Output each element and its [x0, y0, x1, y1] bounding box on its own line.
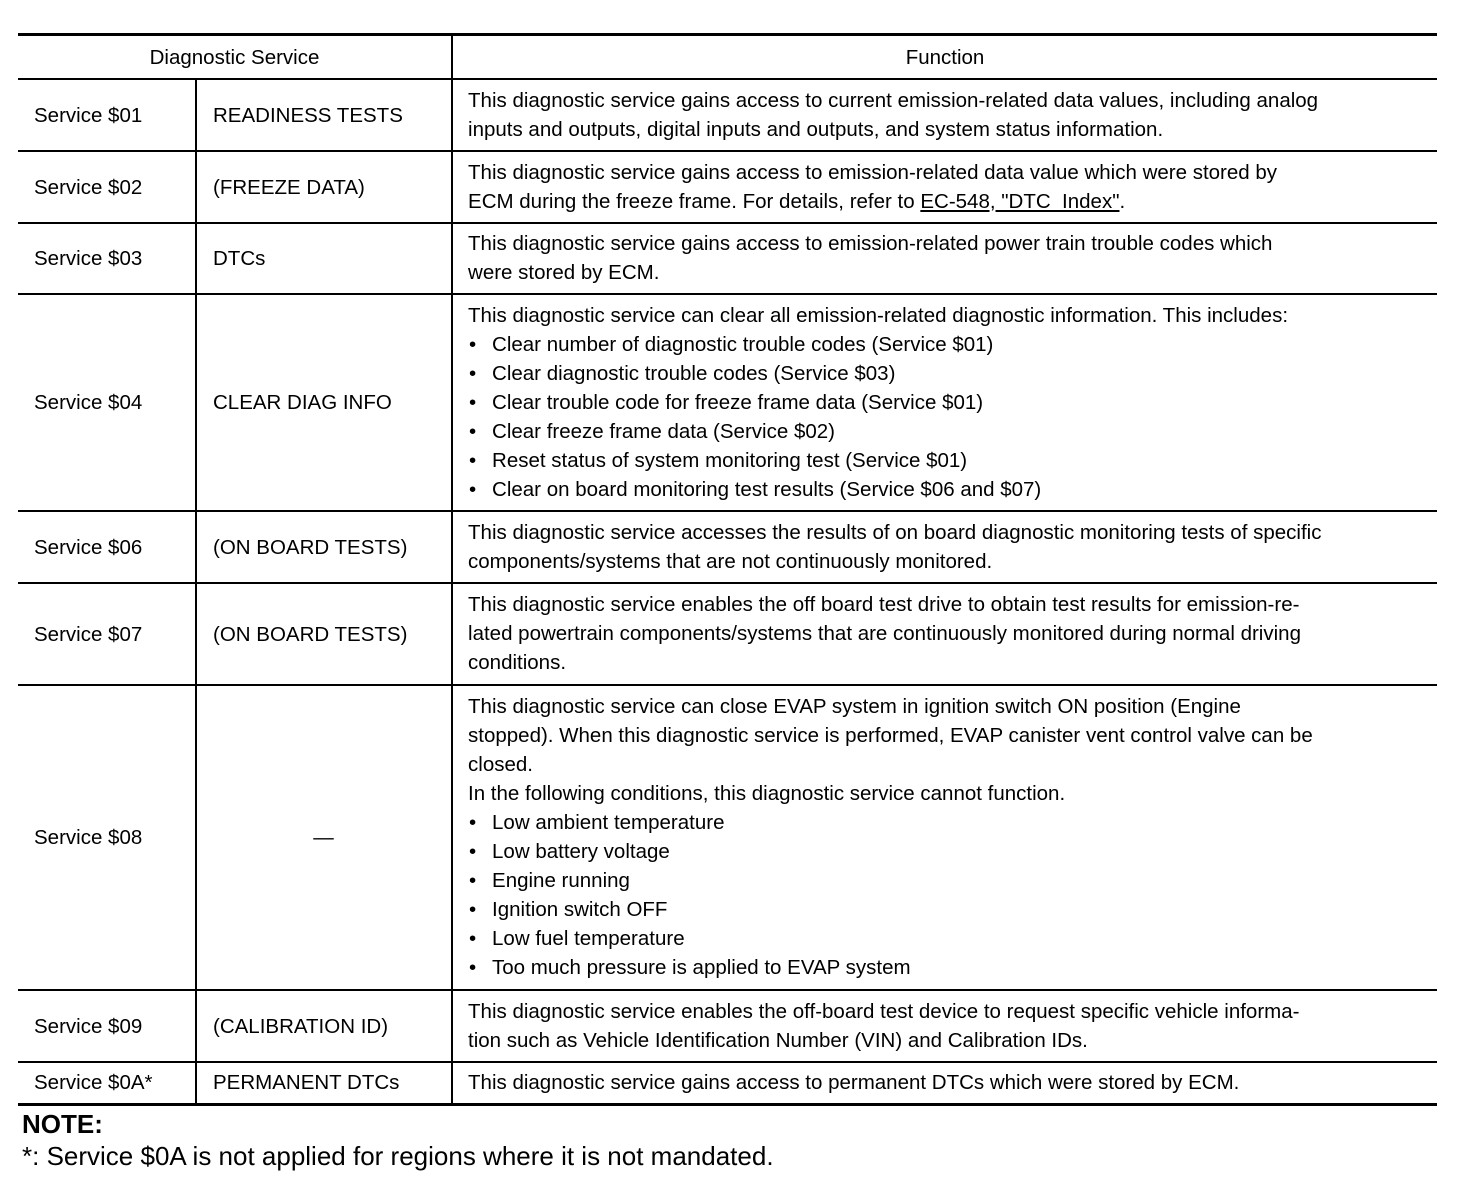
- line-text: inputs and outputs, digital inputs and outputs, and system status information.: [468, 117, 1164, 141]
- line-text: Clear number of diagnostic trouble codes (Service $01): [492, 332, 994, 356]
- line-text: Ignition switch OFF: [492, 898, 668, 921]
- table-row: [18, 1062, 1437, 1104]
- line-text: This diagnostic service accesses the results of on board diagnostic monitoring tests of specific: [468, 520, 1322, 544]
- service-code: Service $08: [18, 685, 196, 990]
- service-name: (ON BOARD TESTS): [196, 511, 452, 583]
- description-line: [468, 86, 1423, 115]
- service-code: Service $02: [18, 151, 196, 223]
- service-code: Service $01: [18, 79, 196, 151]
- description-line: [468, 779, 1423, 808]
- function-description: [452, 223, 1437, 294]
- service-name: CLEAR DIAG INFO: [196, 294, 452, 511]
- table-row: [18, 990, 1437, 1062]
- description-line: [468, 619, 1423, 648]
- service-code: Service $09: [18, 990, 196, 1062]
- line-text: lated powertrain components/systems that are continuously monitored during normal driving: [468, 622, 1301, 645]
- table-row: [18, 685, 1437, 990]
- service-name: PERMANENT DTCs: [196, 1062, 452, 1104]
- bullet-item: [468, 330, 1423, 359]
- line-text: This diagnostic service gains access to emission-related power train trouble codes which: [468, 232, 1273, 255]
- function-description: [452, 583, 1437, 685]
- header-diagnostic-service: Diagnostic Service: [18, 35, 452, 80]
- line-text: stopped). When this diagnostic service is performed, EVAP canister vent control valve can be: [468, 724, 1313, 747]
- bullet-item: [468, 924, 1423, 953]
- line-text: Low ambient temperature: [492, 811, 725, 834]
- description-line: [468, 547, 1423, 576]
- service-code: Service $04: [18, 294, 196, 511]
- service-name: —: [196, 685, 452, 990]
- service-name: (FREEZE DATA): [196, 151, 452, 223]
- bullet-item: [468, 808, 1423, 837]
- note-text: *: Service $0A is not applied for regions where it is not mandated.: [22, 1141, 774, 1171]
- description-line: [468, 229, 1423, 258]
- service-name: READINESS TESTS: [196, 79, 452, 151]
- bullet-item: [468, 895, 1423, 924]
- bullet-item: [468, 837, 1423, 866]
- line-text: This diagnostic service gains access to emission-related data value which were stored by: [468, 160, 1278, 184]
- bullet-item: [468, 953, 1423, 982]
- description-line: [468, 301, 1423, 330]
- line-text: Clear freeze frame data (Service $02): [492, 419, 835, 443]
- line-text: Too much pressure is applied to EVAP system: [492, 956, 911, 979]
- table-row: [18, 223, 1437, 294]
- service-code: Service $03: [18, 223, 196, 294]
- description-line: [468, 258, 1423, 287]
- bullet-item: [468, 388, 1423, 417]
- line-text: tion such as Vehicle Identification Number (VIN) and Calibration IDs.: [468, 1028, 1088, 1052]
- description-line: [468, 721, 1423, 750]
- diagnostic-service-table: [18, 33, 1437, 1106]
- service-code: Service $07: [18, 583, 196, 685]
- description-line: [468, 997, 1423, 1026]
- line-text: This diagnostic service gains access to permanent DTCs which were stored by ECM.: [468, 1070, 1240, 1094]
- description-line: [468, 590, 1423, 619]
- table-row: [18, 583, 1437, 685]
- line-text: conditions.: [468, 651, 567, 674]
- description-line: [468, 1026, 1423, 1055]
- bullet-item: [468, 446, 1423, 475]
- function-description: [452, 511, 1437, 583]
- function-description: [452, 1062, 1437, 1104]
- bullet-item: [468, 866, 1423, 895]
- line-text: Clear diagnostic trouble codes (Service $03): [492, 361, 896, 385]
- function-description: [452, 151, 1437, 223]
- table-row: [18, 79, 1437, 151]
- line-text: This diagnostic service enables the off-board test device to request specific vehicle informa-: [468, 999, 1300, 1023]
- service-code: Service $0A*: [18, 1062, 196, 1104]
- line-text: Low fuel temperature: [492, 927, 685, 950]
- line-text: Low battery voltage: [492, 840, 670, 863]
- description-line: [468, 518, 1423, 547]
- line-text: were stored by ECM.: [468, 261, 660, 284]
- description-line: [468, 1068, 1423, 1097]
- table-header-row: [18, 35, 1437, 80]
- line-text: components/systems that are not continuously monitored.: [468, 549, 993, 573]
- line-text: This diagnostic service gains access to current emission-related data values, including analog: [468, 88, 1319, 112]
- function-description: [452, 79, 1437, 151]
- description-line: [468, 115, 1423, 144]
- service-name: DTCs: [196, 223, 452, 294]
- line-text: Engine running: [492, 869, 630, 892]
- description-line: [468, 648, 1423, 677]
- service-name: (ON BOARD TESTS): [196, 583, 452, 685]
- bullet-item: [468, 417, 1423, 446]
- service-code: Service $06: [18, 511, 196, 583]
- line-text: In the following conditions, this diagnostic service cannot function.: [468, 782, 1066, 805]
- bullet-item: [468, 475, 1423, 504]
- line-text: Clear on board monitoring test results (Service $06 and $07): [492, 477, 1042, 501]
- line-text: ECM during the freeze frame. For details, refer to: [468, 189, 921, 213]
- description-line: [468, 158, 1423, 187]
- bullet-item: [468, 359, 1423, 388]
- line-text: Reset status of system monitoring test (Service $01): [492, 448, 968, 472]
- line-text: This diagnostic service can close EVAP system in ignition switch ON position (Engine: [468, 695, 1241, 718]
- line-text-after: .: [1119, 189, 1126, 213]
- function-description: [452, 685, 1437, 990]
- table-row: [18, 151, 1437, 223]
- description-line: [468, 187, 1423, 216]
- note-title: NOTE:: [22, 1109, 103, 1139]
- reference-link[interactable]: EC-548, "DTC_Index": [920, 189, 1120, 213]
- line-text: closed.: [468, 753, 533, 776]
- line-text: Clear trouble code for freeze frame data (Service $01): [492, 390, 984, 414]
- description-line: [468, 692, 1423, 721]
- note-section: [22, 1108, 774, 1172]
- line-text: This diagnostic service enables the off board test drive to obtain test results for emission-re-: [468, 593, 1300, 616]
- function-description: [452, 294, 1437, 511]
- service-name: (CALIBRATION ID): [196, 990, 452, 1062]
- table-row: [18, 511, 1437, 583]
- header-function: Function: [452, 35, 1437, 80]
- line-text: This diagnostic service can clear all emission-related diagnostic information. This includes:: [468, 303, 1289, 327]
- function-description: [452, 990, 1437, 1062]
- description-line: [468, 750, 1423, 779]
- table-row: [18, 294, 1437, 511]
